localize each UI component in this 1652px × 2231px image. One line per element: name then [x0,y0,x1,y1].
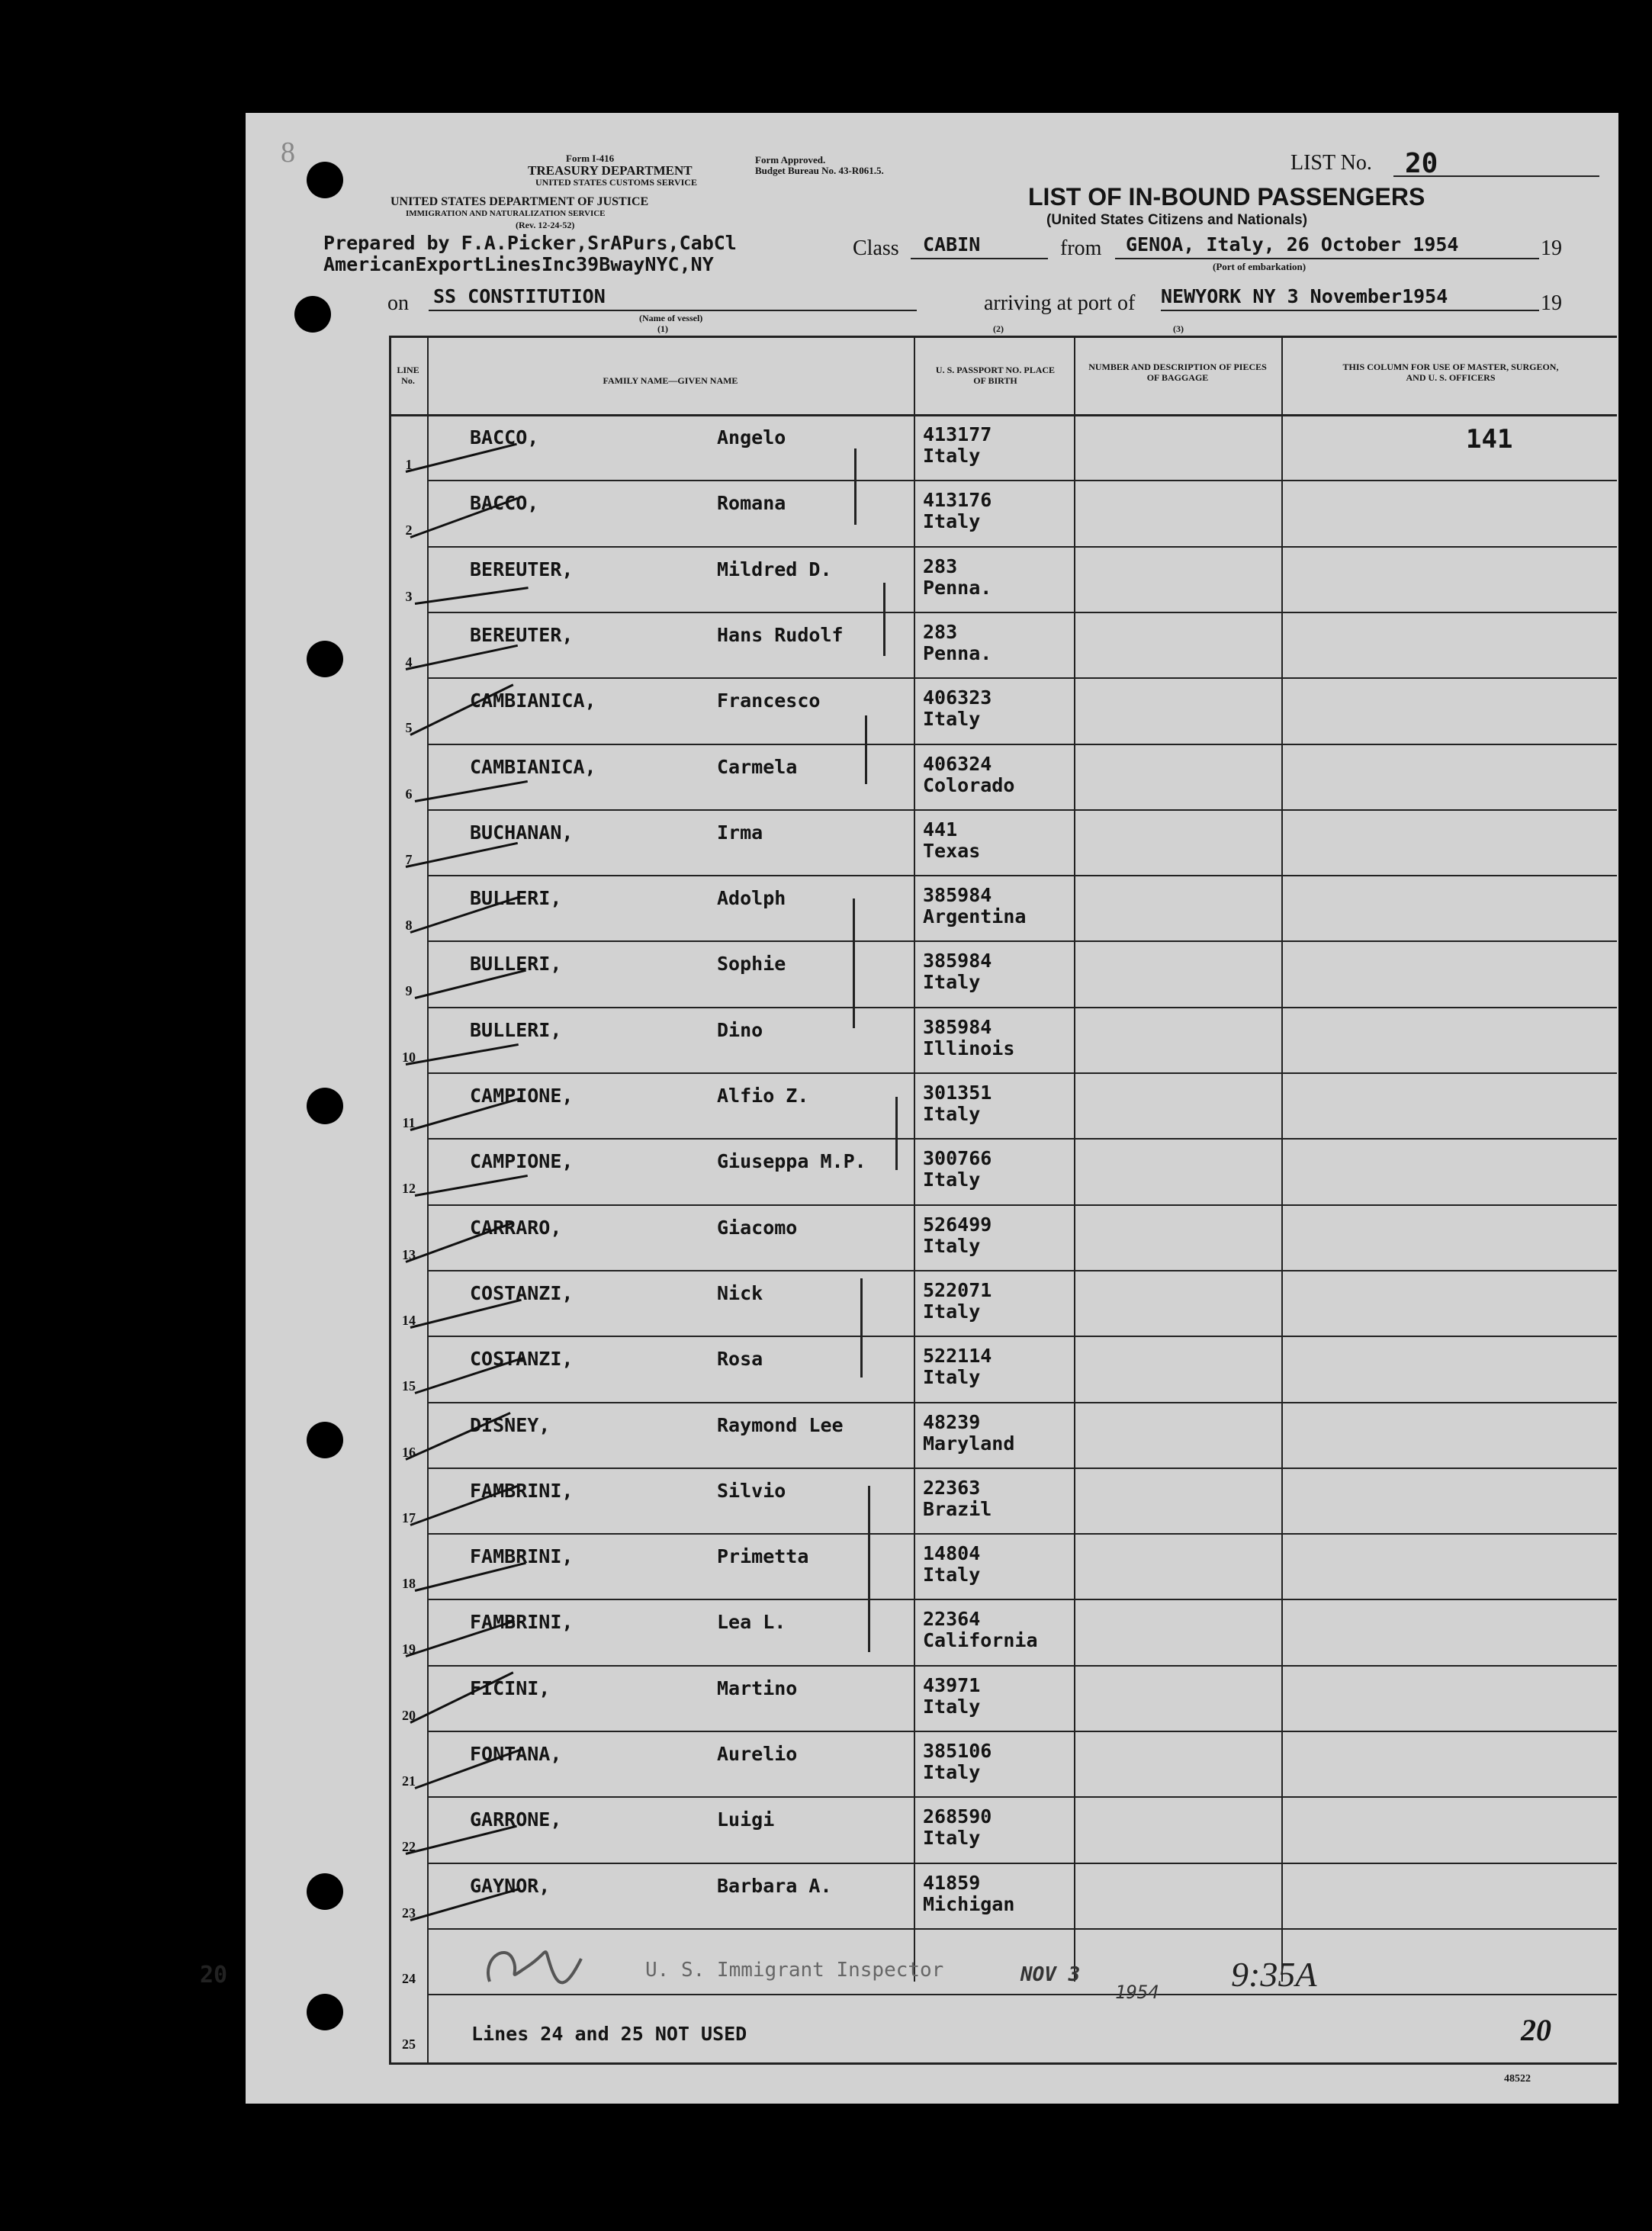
given-name: Romana [717,492,786,515]
given-name: Primetta [717,1545,809,1568]
punch-hole [307,1088,343,1124]
family-name: BUCHANAN, [470,821,574,844]
form-subtitle: (United States Citizens and Nationals) [1046,212,1308,228]
place-of-birth: Texas [923,839,981,862]
family-name: BULLERI, [470,887,562,910]
given-name: Dino [717,1018,763,1041]
company-address: AmericanExportLinesInc39BwayNYC,NY [323,253,714,275]
customs-label: UNITED STATES CUSTOMS SERVICE [535,177,697,188]
passport-number: 41859 [923,1871,981,1894]
given-name: Francesco [717,690,821,712]
passport-number: 413177 [923,423,992,445]
passport-number: 385984 [923,1015,992,1038]
passport-number: 22364 [923,1608,981,1631]
place-of-birth: Italy [923,1695,981,1718]
passport-number: 283 [923,620,958,643]
given-name: Giacomo [717,1216,798,1239]
given-name: Luigi [717,1808,775,1831]
budget-label: Budget Bureau No. 43-R061.5. [755,165,884,176]
prepared-by: Prepared by F.A.Picker,SrAPurs,CabCl [323,232,737,254]
passport-number: 406324 [923,752,992,775]
given-name: Rosa [717,1348,763,1371]
justice-label: UNITED STATES DEPARTMENT OF JUSTICE [391,195,649,208]
vessel-caption: (Name of vessel) [639,313,703,323]
place-of-birth: Italy [923,1366,981,1389]
passport-number: 14804 [923,1542,981,1565]
given-name: Irma [717,821,763,844]
stamp-year: 1954 [1115,1982,1159,2003]
passport-number: 522071 [923,1278,992,1301]
passport-number: 385984 [923,950,992,972]
given-name: Barbara A. [717,1874,832,1897]
family-name: COSTANZI, [470,1348,574,1371]
check-mark [414,1748,522,1789]
arriving-label: arriving at port of [984,291,1136,315]
class-value: CABIN [923,233,981,256]
header-officers: THIS COLUMN FOR USE OF MASTER, SURGEON, AND U. S. OFFICERS [1342,362,1559,383]
line-number: 15 [402,1378,416,1394]
given-name: Silvio [717,1479,786,1502]
place-of-birth: Illinois [923,1037,1015,1059]
bottom-count: 20 [1521,2013,1551,2047]
family-name: CAMBIANICA, [470,755,596,778]
family-name: CAMBIANICA, [470,690,596,712]
list-no-label: LIST No. [1290,151,1372,175]
line-number: 19 [402,1641,416,1657]
arrival-time: 9:35A [1231,1955,1317,1994]
revision-label: (Rev. 12-24-52) [516,220,575,230]
family-name: BULLERI, [470,1018,562,1041]
on-label: on [387,291,409,315]
line-number: 22 [402,1839,416,1855]
family-name: FICINI, [470,1676,551,1699]
inspector-signature [474,1936,589,1997]
family-name: DISNEY, [470,1413,551,1436]
not-used-note: Lines 24 and 25 NOT USED [471,2023,747,2045]
line-number: 8 [405,918,413,934]
family-name: BEREUTER, [470,558,574,580]
family-name: FAMBRINI, [470,1611,574,1634]
place-of-birth: Michigan [923,1892,1015,1915]
from-value: GENOA, Italy, 26 October 1954 [1126,233,1459,256]
from-label: from [1060,236,1102,260]
place-of-birth: Italy [923,971,981,994]
family-bracket [868,1486,870,1652]
passport-number: 406323 [923,686,992,709]
line-number: 9 [405,983,413,999]
punch-hole [307,1873,343,1910]
passport-number: 526499 [923,1213,992,1236]
family-bracket [854,448,857,525]
line-number: 17 [402,1509,416,1525]
place-of-birth: Italy [923,1761,981,1783]
family-bracket [883,583,885,656]
form-number: Form I-416 [566,153,615,164]
place-of-birth: Italy [923,510,981,533]
place-of-birth: California [923,1629,1038,1652]
line-number: 4 [405,654,413,670]
given-name: Adolph [717,887,786,910]
family-bracket [853,899,855,1028]
line-number: 12 [402,1181,416,1197]
place-of-birth: Penna. [923,641,992,664]
check-mark [410,1485,518,1526]
form-code: 48522 [1504,2073,1531,2085]
manifest-page [200,113,1618,2104]
passenger-count: 141 [1466,424,1513,455]
passport-number: 300766 [923,1147,992,1170]
family-name: BACCO, [470,426,539,448]
place-of-birth: Italy [923,1103,981,1125]
family-name: GAYNOR, [470,1874,551,1897]
header-name: FAMILY NAME—GIVEN NAME [603,375,738,386]
approved-label: Form Approved. [755,154,826,166]
line-number: 20 [402,1707,416,1723]
passport-number: 283 [923,555,958,577]
check-mark [406,1620,516,1657]
inspector-stamp: U. S. Immigrant Inspector [645,1959,944,1982]
family-name: FAMBRINI, [470,1545,574,1568]
given-name: Giuseppa M.P. [717,1150,866,1173]
family-name: BEREUTER, [470,623,574,646]
family-name: CAMPIONE, [470,1150,574,1173]
stamp-date: NOV 3 [1020,1963,1081,1986]
ins-label: IMMIGRATION AND NATURALIZATION SERVICE [406,209,606,218]
given-name: Raymond Lee [717,1413,844,1436]
given-name: Nick [717,1281,763,1304]
punch-hole [307,1422,343,1458]
family-name: BACCO, [470,492,539,515]
vessel-name: SS CONSTITUTION [433,285,606,307]
passport-number: 48239 [923,1410,981,1433]
line-number: 11 [402,1115,416,1130]
given-name: Alfio Z. [717,1085,809,1107]
family-name: BULLERI, [470,953,562,976]
place-of-birth: Italy [923,1564,981,1586]
place-of-birth: Italy [923,1169,981,1191]
passport-number: 301351 [923,1082,992,1104]
punch-hole [307,1994,343,2030]
given-name: Sophie [717,953,786,976]
place-of-birth: Argentina [923,905,1027,928]
treasury-label: TREASURY DEPARTMENT [528,163,693,178]
place-of-birth: Italy [923,1234,981,1257]
line-number: 23 [402,1905,416,1921]
column-3-caption: (3) [1173,323,1184,334]
line-number: 6 [405,786,413,802]
line-number: 1 [405,457,413,472]
place-of-birth: Italy [923,708,981,731]
line-number: 25 [402,2037,416,2053]
line-number: 18 [402,1576,416,1592]
family-name: FAMBRINI, [470,1479,574,1502]
given-name: Lea L. [717,1611,786,1634]
given-name: Carmela [717,755,798,778]
place-of-birth: Brazil [923,1497,992,1520]
place-of-birth: Italy [923,1300,981,1323]
family-name: CARRARO, [470,1216,562,1239]
list-no-value: 20 [1405,148,1438,179]
line-number: 24 [402,1970,416,1986]
arrival-port-date: NEWYORK NY 3 November1954 [1161,285,1448,307]
margin-count: 20 [200,1962,228,1988]
year-label-2: 19 [1541,291,1562,315]
family-name: GARRONE, [470,1808,562,1831]
header-baggage: NUMBER AND DESCRIPTION OF PIECES OF BAGGAGE [1088,362,1267,383]
line-number: 7 [405,851,413,867]
punch-hole [307,162,343,198]
place-of-birth: Maryland [923,1432,1015,1455]
passport-number: 385984 [923,884,992,907]
place-of-birth: Italy [923,1827,981,1850]
given-name: Angelo [717,426,786,448]
punch-hole [307,641,343,677]
passport-number: 268590 [923,1805,992,1828]
place-of-birth: Penna. [923,576,992,599]
check-mark [410,497,518,538]
given-name: Mildred D. [717,558,832,580]
family-bracket [865,715,867,784]
line-number: 2 [405,522,413,538]
corner-note: 8 [281,137,295,169]
year-label: 19 [1541,236,1562,260]
passport-number: 413176 [923,489,992,512]
embark-caption: (Port of embarkation) [1213,261,1306,272]
family-name: FONTANA, [470,1743,562,1765]
header-passport: U. S. PASSPORT NO. PLACE OF BIRTH [935,365,1056,386]
given-name: Aurelio [717,1743,798,1765]
passport-number: 385106 [923,1740,992,1762]
family-name: COSTANZI, [470,1281,574,1304]
passport-number: 43971 [923,1673,981,1696]
check-mark [405,1221,513,1262]
place-of-birth: Colorado [923,773,1015,796]
family-bracket [860,1278,863,1377]
line-number: 3 [405,588,413,604]
check-mark [415,1175,528,1197]
check-mark [415,780,528,802]
punch-hole [294,296,331,333]
place-of-birth: Italy [923,445,981,467]
family-bracket [895,1097,898,1170]
column-2-caption: (2) [993,323,1004,334]
form-title: LIST OF IN-BOUND PASSENGERS [1028,183,1425,211]
given-name: Martino [717,1676,798,1699]
line-number: 21 [402,1773,416,1789]
check-mark [415,587,529,605]
line-number: 16 [402,1444,416,1460]
given-name: Hans Rudolf [717,623,844,646]
header-line: LINE No. [397,365,419,386]
line-number: 14 [402,1312,416,1328]
family-name: CAMPIONE, [470,1085,574,1107]
line-number: 13 [402,1246,416,1262]
line-number: 10 [402,1049,416,1065]
line-number: 5 [405,720,413,736]
passport-number: 22363 [923,1476,981,1499]
class-label: Class [853,236,899,260]
passport-number: 441 [923,818,958,841]
passport-number: 522114 [923,1345,992,1368]
column-1-caption: (1) [657,323,668,334]
